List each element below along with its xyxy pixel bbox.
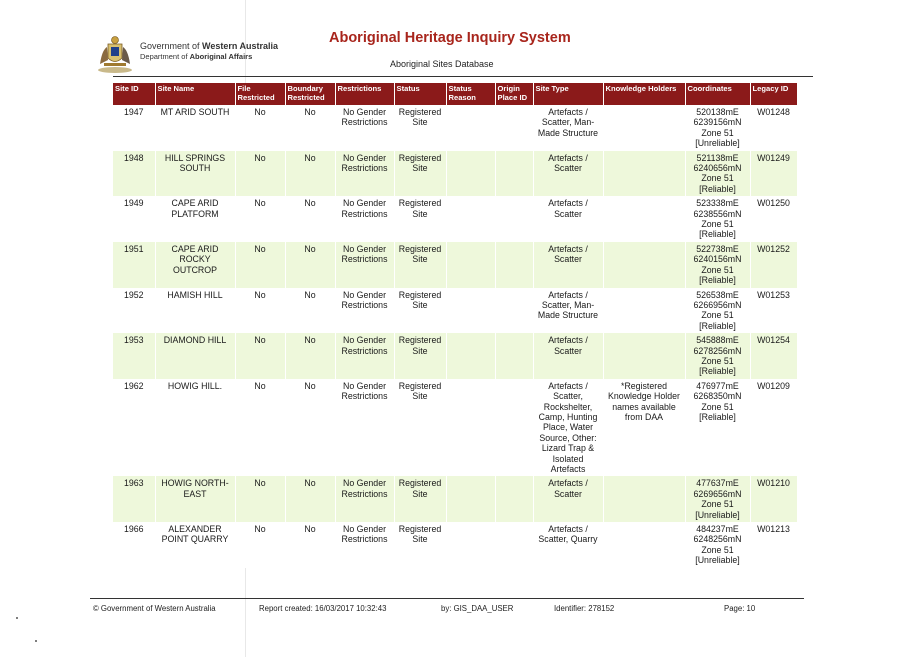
knowledge-holders-cell: [603, 196, 685, 242]
coordinate-line: [Reliable]: [699, 275, 736, 286]
site-id-cell: 1948: [113, 151, 155, 197]
file-restricted-cell: No: [235, 196, 285, 242]
coordinate-line: [Reliable]: [699, 229, 736, 240]
status-reason-cell: [446, 379, 495, 477]
legacy-id-cell: W01210: [750, 476, 797, 522]
coordinate-line: 526538mE: [696, 289, 739, 300]
status-cell: Registered Site: [394, 242, 446, 288]
coordinate-line: 6266956mN: [693, 299, 742, 310]
site-name-cell: CAPE ARID PLATFORM: [155, 196, 235, 242]
status-reason-cell: [446, 288, 495, 334]
coordinate-line: [Reliable]: [699, 366, 736, 377]
site-id-cell: 1949: [113, 196, 155, 242]
site-id-cell: 1951: [113, 242, 155, 288]
site-name-cell: HAMISH HILL: [155, 288, 235, 334]
footer-identifier: Identifier: 278152: [554, 604, 615, 613]
coordinate-line: 6268350mN: [693, 391, 742, 402]
status-reason-cell: [446, 105, 495, 151]
restrictions-cell: No Gender Restrictions: [335, 476, 394, 522]
boundary-restricted-cell: No: [285, 333, 335, 379]
coordinate-line: 6240656mN: [693, 163, 742, 174]
coordinate-line: Zone 51: [701, 499, 734, 510]
restrictions-cell: No Gender Restrictions: [335, 522, 394, 568]
boundary-restricted-cell: No: [285, 476, 335, 522]
site-name-cell: DIAMOND HILL: [155, 333, 235, 379]
column-header: Restrictions: [335, 83, 394, 105]
coordinate-line: Zone 51: [701, 219, 734, 230]
status-reason-cell: [446, 151, 495, 197]
coordinate-line: 6278256mN: [693, 345, 742, 356]
coordinate-line: Zone 51: [701, 264, 734, 275]
origin-place-id-cell: [495, 288, 533, 334]
status-cell: Registered Site: [394, 379, 446, 477]
site-name-cell: CAPE ARID ROCKY OUTCROP: [155, 242, 235, 288]
site-name-cell: HOWIG NORTH-EAST: [155, 476, 235, 522]
status-cell: Registered Site: [394, 522, 446, 568]
column-header: Coordinates: [685, 83, 750, 105]
boundary-restricted-cell: No: [285, 379, 335, 477]
site-type-cell: Artefacts / Scatter, Rockshelter, Camp, Hunting Place, Water Source, Other: Lizard Trap & Isolated Artefacts: [533, 379, 603, 477]
column-header: Site ID: [113, 83, 155, 105]
coordinate-line: [Unreliable]: [695, 509, 740, 520]
app-title: Aboriginal Heritage Inquiry System: [329, 30, 571, 46]
coordinate-line: 6240156mN: [693, 254, 742, 265]
file-restricted-cell: No: [235, 288, 285, 334]
column-header: Site Type: [533, 83, 603, 105]
site-name-cell: HILL SPRINGS SOUTH: [155, 151, 235, 197]
file-restricted-cell: No: [235, 379, 285, 477]
header-divider: [113, 76, 813, 77]
site-type-cell: Artefacts / Scatter: [533, 196, 603, 242]
footer-divider: [90, 598, 804, 599]
coordinates-cell: [685, 333, 750, 379]
knowledge-holders-cell: [603, 522, 685, 568]
knowledge-holders-cell: [603, 242, 685, 288]
restrictions-cell: No Gender Restrictions: [335, 379, 394, 477]
status-cell: Registered Site: [394, 333, 446, 379]
boundary-restricted-cell: No: [285, 196, 335, 242]
column-header: File Restricted: [235, 83, 285, 105]
column-header: Status Reason: [446, 83, 495, 105]
file-restricted-cell: No: [235, 522, 285, 568]
column-header: Status: [394, 83, 446, 105]
site-type-cell: Artefacts / Scatter: [533, 476, 603, 522]
file-restricted-cell: No: [235, 242, 285, 288]
site-id-cell: 1947: [113, 105, 155, 151]
coordinates-cell: [685, 196, 750, 242]
table-row: [113, 242, 797, 288]
site-id-cell: 1966: [113, 522, 155, 568]
footer-user: by: GIS_DAA_USER: [441, 604, 514, 613]
footer-page-number: Page: 10: [724, 604, 756, 613]
coordinate-line: [Reliable]: [699, 183, 736, 194]
legacy-id-cell: W01209: [750, 379, 797, 477]
coordinates-cell: [685, 105, 750, 151]
file-restricted-cell: No: [235, 476, 285, 522]
status-cell: Registered Site: [394, 288, 446, 334]
coordinate-line: Zone 51: [701, 401, 734, 412]
table-row: [113, 151, 797, 197]
file-restricted-cell: No: [235, 105, 285, 151]
coat-of-arms-icon: [96, 34, 134, 74]
boundary-restricted-cell: No: [285, 242, 335, 288]
coordinates-cell: [685, 151, 750, 197]
status-reason-cell: [446, 196, 495, 242]
footer-report-created: Report created: 16/03/2017 10:32:43: [259, 604, 387, 613]
site-type-cell: Artefacts / Scatter: [533, 242, 603, 288]
table-row: [113, 379, 797, 477]
coordinate-line: [Reliable]: [699, 411, 736, 422]
column-header: Knowledge Holders: [603, 83, 685, 105]
site-id-cell: 1953: [113, 333, 155, 379]
coordinates-cell: [685, 379, 750, 477]
coordinate-line: [Unreliable]: [695, 555, 740, 566]
table-row: [113, 476, 797, 522]
department-name: Department of Aboriginal Affairs: [140, 52, 253, 61]
site-name-cell: MT ARID SOUTH: [155, 105, 235, 151]
scan-mark: [35, 640, 37, 642]
restrictions-cell: No Gender Restrictions: [335, 196, 394, 242]
footer-copyright: © Government of Western Australia: [93, 604, 216, 613]
column-header: Legacy ID: [750, 83, 797, 105]
knowledge-holders-cell: [603, 333, 685, 379]
restrictions-cell: No Gender Restrictions: [335, 105, 394, 151]
scan-mark: [16, 617, 18, 619]
file-restricted-cell: No: [235, 151, 285, 197]
file-restricted-cell: No: [235, 333, 285, 379]
site-type-cell: Artefacts / Scatter, Man-Made Structure: [533, 105, 603, 151]
coordinate-line: 6238556mN: [693, 208, 742, 219]
legacy-id-cell: W01253: [750, 288, 797, 334]
legacy-id-cell: W01213: [750, 522, 797, 568]
knowledge-holders-cell: [603, 476, 685, 522]
column-header: Origin Place ID: [495, 83, 533, 105]
boundary-restricted-cell: No: [285, 105, 335, 151]
status-reason-cell: [446, 333, 495, 379]
origin-place-id-cell: [495, 476, 533, 522]
coordinate-line: Zone 51: [701, 310, 734, 321]
site-id-cell: 1952: [113, 288, 155, 334]
knowledge-holders-cell: [603, 151, 685, 197]
legacy-id-cell: W01248: [750, 105, 797, 151]
restrictions-cell: No Gender Restrictions: [335, 151, 394, 197]
coordinate-line: Zone 51: [701, 127, 734, 138]
site-name-cell: HOWIG HILL.: [155, 379, 235, 477]
coordinate-line: 484237mE: [696, 524, 739, 535]
legacy-id-cell: W01249: [750, 151, 797, 197]
coordinates-cell: [685, 242, 750, 288]
coordinate-line: 521138mE: [696, 152, 739, 163]
coordinate-line: Zone 51: [701, 173, 734, 184]
status-reason-cell: [446, 242, 495, 288]
coordinate-line: [Unreliable]: [695, 138, 740, 149]
government-name: Government of Western Australia: [140, 41, 279, 51]
coordinate-line: 477637mE: [696, 478, 739, 489]
coordinates-cell: [685, 522, 750, 568]
site-type-cell: Artefacts / Scatter, Quarry: [533, 522, 603, 568]
column-header: Boundary Restricted: [285, 83, 335, 105]
coordinate-line: 6269656mN: [693, 488, 742, 499]
boundary-restricted-cell: No: [285, 288, 335, 334]
boundary-restricted-cell: No: [285, 522, 335, 568]
coordinate-line: 6248256mN: [693, 534, 742, 545]
status-cell: Registered Site: [394, 105, 446, 151]
knowledge-holders-cell: [603, 105, 685, 151]
status-cell: Registered Site: [394, 151, 446, 197]
site-id-cell: 1962: [113, 379, 155, 477]
coordinate-line: 523338mE: [696, 198, 739, 209]
origin-place-id-cell: [495, 522, 533, 568]
database-subtitle: Aboriginal Sites Database: [390, 59, 494, 69]
coordinates-cell: [685, 288, 750, 334]
coordinate-line: 522738mE: [696, 243, 739, 254]
table-row: [113, 333, 797, 379]
status-reason-cell: [446, 476, 495, 522]
table-body: [113, 105, 797, 568]
coordinate-line: Zone 51: [701, 355, 734, 366]
restrictions-cell: No Gender Restrictions: [335, 288, 394, 334]
knowledge-holders-cell: [603, 288, 685, 334]
site-id-cell: 1963: [113, 476, 155, 522]
coordinates-cell: [685, 476, 750, 522]
restrictions-cell: No Gender Restrictions: [335, 333, 394, 379]
coordinate-line: 545888mE: [696, 335, 739, 346]
table-row: [113, 288, 797, 334]
coordinate-line: [Reliable]: [699, 320, 736, 331]
legacy-id-cell: W01250: [750, 196, 797, 242]
restrictions-cell: No Gender Restrictions: [335, 242, 394, 288]
column-header: Site Name: [155, 83, 235, 105]
coordinate-line: 6239156mN: [693, 117, 742, 128]
origin-place-id-cell: [495, 105, 533, 151]
table-header-row: [113, 83, 797, 105]
status-cell: Registered Site: [394, 196, 446, 242]
origin-place-id-cell: [495, 242, 533, 288]
site-type-cell: Artefacts / Scatter: [533, 333, 603, 379]
origin-place-id-cell: [495, 196, 533, 242]
coordinate-line: 520138mE: [696, 107, 739, 117]
knowledge-holders-cell: *Registered Knowledge Holder names available from DAA: [603, 379, 685, 477]
status-reason-cell: [446, 522, 495, 568]
legacy-id-cell: W01254: [750, 333, 797, 379]
site-type-cell: Artefacts / Scatter: [533, 151, 603, 197]
origin-place-id-cell: [495, 151, 533, 197]
site-name-cell: ALEXANDER POINT QUARRY: [155, 522, 235, 568]
table-row: [113, 522, 797, 568]
origin-place-id-cell: [495, 379, 533, 477]
table-row: [113, 196, 797, 242]
coordinate-line: Zone 51: [701, 544, 734, 555]
sites-table: [113, 83, 798, 568]
table-row: [113, 105, 797, 151]
boundary-restricted-cell: No: [285, 151, 335, 197]
site-type-cell: Artefacts / Scatter, Man-Made Structure: [533, 288, 603, 334]
status-cell: Registered Site: [394, 476, 446, 522]
legacy-id-cell: W01252: [750, 242, 797, 288]
origin-place-id-cell: [495, 333, 533, 379]
coordinate-line: 476977mE: [696, 380, 739, 391]
